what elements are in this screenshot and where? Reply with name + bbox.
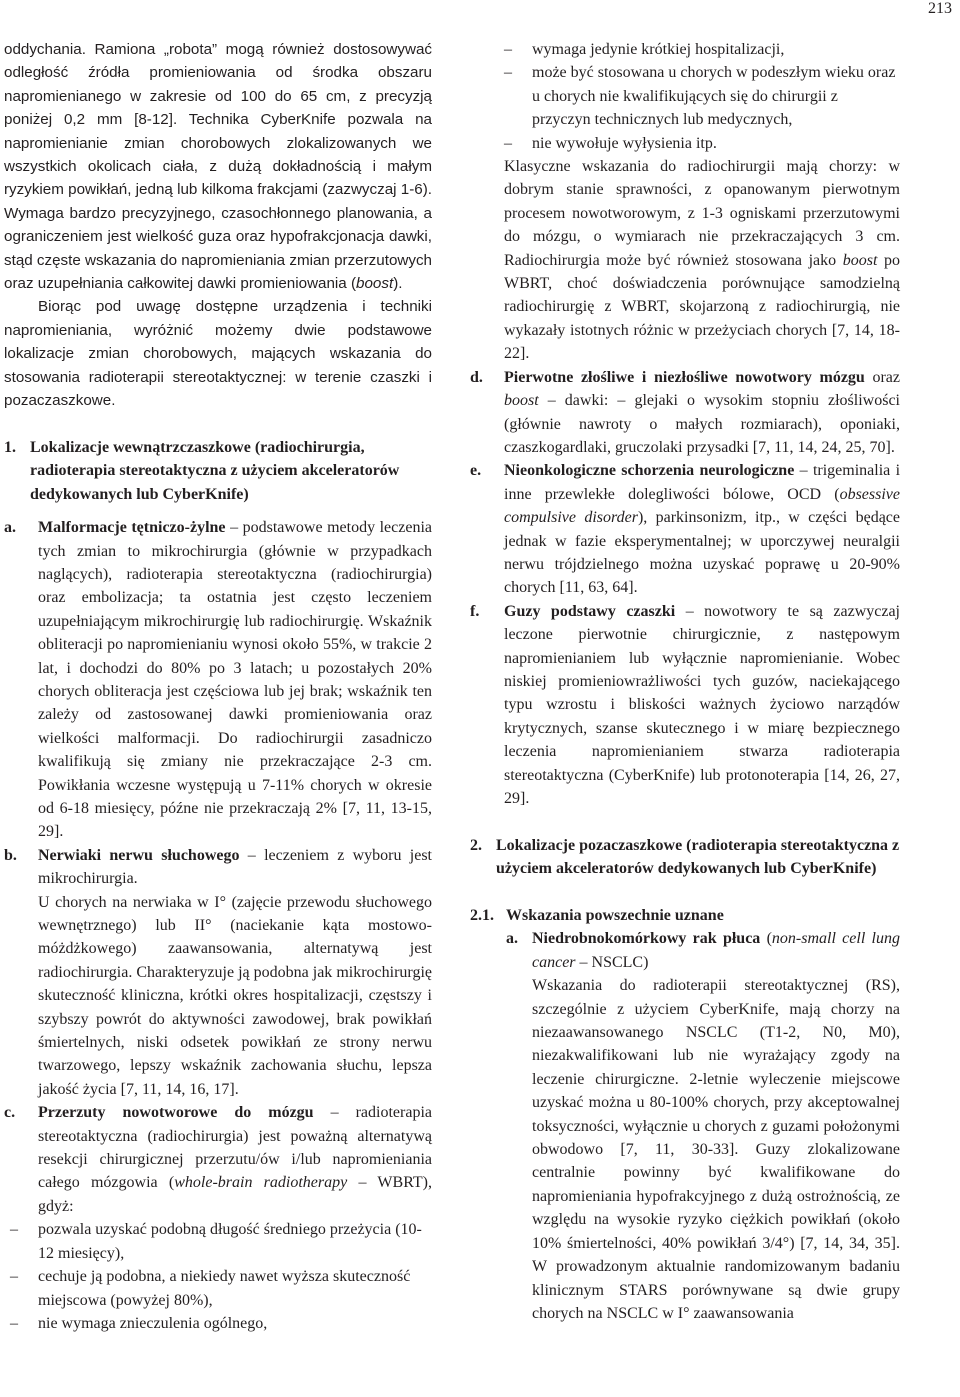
dash-item — [504, 61, 900, 131]
item-title: Nerwiaki nerwu słuchowego — [38, 846, 240, 864]
section-title: Lokalizacje wewnątrzczaszkowe (radiochirurgia, radioterapia stereotaktyczna z użyciem akceleratorów dedykowanych lub CyberKnife) — [30, 438, 400, 503]
paragraph-text-end: po WBRT, choć doświadczenia porównujące samodzielną radiochirurgię z WBRT, skojarzoną z radiochirurgią, nie wykazały istotnych różnic w przeżyciach chorych [7, 14, 18-22]. — [504, 251, 900, 363]
item-text: oraz — [864, 368, 901, 386]
dash-item — [10, 1265, 432, 1312]
dash-marker: – — [504, 134, 512, 152]
boost-term: boost — [356, 275, 394, 293]
dash-text: nie wymaga znieczulenia ogólnego, — [38, 1314, 268, 1332]
list-item-a — [4, 516, 432, 844]
item-text: – radioterapia stereotaktyczna (radiochirurgia) jest poważną alternatywą resekcji chirurgicznej przerzutu/ów i/lub napromieniania całego mózgowia ( — [38, 1104, 432, 1192]
list-item-b — [4, 844, 432, 1101]
item-marker: a. — [506, 930, 518, 948]
dash-text: może być stosowana u chorych w podeszłym wieku oraz u chorych nie kwalifikujących się do chirurgii z przyczyn technicznych lub medycznych, — [532, 64, 896, 129]
item-italic: non-small cell lung cancer — [532, 930, 901, 971]
right-column — [470, 38, 900, 1325]
left-column — [4, 38, 432, 1335]
item-text: – nowotwory te są zazwyczaj leczone pierwotnie chirurgicznie, z następowym napromienianiem lub wyłącznie napromienianie. Wobec niskiej promieniowrażliwości tych guzów, naciekającego typu wzrostu i bliskości ważnych życiowo narządów krytycznych, szanse skutecznego i w miarę bezpiecznego leczenia napromienianiem stwarza radioterapia stereotaktyczna (CyberKnife) lub protonoterapia [14, 26, 27, 29]. — [504, 602, 900, 807]
item-marker: e. — [470, 462, 482, 480]
dash-marker: – — [504, 41, 512, 58]
item-marker: b. — [4, 846, 17, 864]
item-text: – trigeminalia i inne przewlekłe dolegliwości bólowe, OCD ( — [504, 462, 901, 503]
item-title: Pierwotne złośliwe i niezłośliwe nowotwory mózgu — [504, 368, 865, 386]
item-marker: c. — [4, 1104, 16, 1122]
paragraph-1b-text: Wymaga bardzo precyzyjnego, czasochłonnego planowania, a ograniczeniem jest wielkość guza oraz hypofrakcjonacja dawki, stąd częste wskazania do napromieniania zmian przerzutowych oraz uzupełniania całkowitej dawki promieniowania ( — [4, 204, 432, 293]
item-text: – leczeniem z wyboru jest mikrochirurgia. — [38, 846, 433, 888]
item-text: – podstawowe metody leczenia tych zmian to mikrochirurgia (głównie w przypadkach naglących), radioterapia stereotaktyczna (radiochirurgia) oraz embolizacja; ta ostatnia jest często leczeniem uzupełniającym mikrochirurgię lub radiochirurgię. Wskaźnik obliteracji po napromienianiu wynosi około 55%, w trakcie 2 lat, i dochodzi do 80% po 3 latach; u pozostałych 20% chorych obliteracja jest częściowa lub jej brak; wskaźnik ten zależy od zastosowanej dawki promieniowania oraz wielkości malformacji. Do radiochirurgii zasadniczo kwalifikują się zmiany nie przekraczające 2-3 cm. Powikłania wczesne występują u 7-11% chorych w okresie od 6-18 miesięcy, późne nie przekraczają 2% [7, 11, 13-15, 29]. — [38, 519, 433, 841]
section-number: 2. — [470, 836, 482, 854]
item-italic: boost — [504, 392, 539, 410]
section-heading-1 — [4, 436, 432, 506]
item-paren-end: – NSCLC) — [575, 953, 649, 971]
dash-marker: – — [10, 1268, 18, 1286]
dash-item — [504, 38, 900, 61]
item-title: Niedrobnokomórkowy rak płuca — [532, 930, 761, 948]
section-number: 1. — [4, 438, 16, 456]
dash-text: nie wywołuje wyłysienia itp. — [532, 134, 717, 152]
item-title: Przerzuty nowotworowe do mózgu — [38, 1104, 314, 1122]
item-marker: a. — [4, 519, 16, 537]
boost-term: boost — [842, 251, 878, 269]
paragraph-1b-end: ). — [393, 275, 403, 293]
subsection-title: Wskazania powszechnie uznane — [506, 907, 724, 924]
dash-marker: – — [10, 1314, 18, 1332]
list-item-d — [470, 366, 900, 460]
list-item-a2 — [470, 927, 900, 1325]
item-text-end: ), parkinsonizm, itp., w części będące jednak w fazie eksperymentalnej; w uporczywej neuralgii nerwu trójdzielnego można uzyskać poprawę u 20-90% chorych [11, 63, 64]. — [504, 509, 900, 597]
paragraph-1-text: oddychania. Ramiona „robota” mogą również dostosowywać odległość źródła promieniowania od środka obszaru napromienianego w zakresie od 100 do 65 cm, z precyzją poniżej 0,2 mm [8-12]. Technika CyberKnife pozwala na napromienianie zmian chorobowych zlokalizowanych we wszystkich okolicach ciała, z dużą dokładnością i małym ryzykiem powikłań, jedną lub kilkoma frakcjami (zazwyczaj 1-6). — [4, 41, 432, 199]
item-text-2: U chorych na nerwiaka w I° (zajęcie przewodu słuchowego wewnętrznego) lub II° (naciekanie kąta mostowo-móżdżkowego) zaawansowania, alternatywą jest radiochirurgia. Charakteryzuje ją podobna jak mikrochirurgię skuteczność kliniczna, krótki okres hospitalizacji, częstszy i szybszy powrót do aktywności zawodowej, brak powikłań śmiertelnych, niski odsetek powikłań ze strony nerwu twarzowego, lepszy wskaźnik zachowania słuchu, lepsza jakość życia [7, 11, 14, 16, 17]. — [38, 893, 432, 1098]
dash-item — [10, 1312, 432, 1335]
dash-marker: – — [504, 64, 512, 82]
item-text-end: – WBRT), gdyż: — [38, 1174, 433, 1215]
item-title: Malformacje tętniczo-żylne — [38, 519, 226, 537]
item-paren: ( — [760, 930, 772, 948]
item-title: Nieonkologiczne schorzenia neurologiczne — [504, 462, 795, 480]
item-text-end: – dawki: – glejaki o wysokim stopniu złośliwości (głównie nawroty o małych rozmiarach), oponiaki, czaszkogardlaki, gruczolaki przysadki [7, 11, 14, 24, 25, 70]. — [504, 392, 900, 456]
paragraph-text: Klasyczne wskazania do radiochirurgii mają chorzy: w dobrym stanie sprawności, z opanowanym pierwotnym procesem nowotworowym, z 1-3 ogniskami przerzutowymi do mózgu, o wymiarach nie przekraczających 3 cm. Radiochirurgia może być również stosowana jako — [504, 158, 900, 269]
dash-text: pozwala uzyskać podobną długość średniego przeżycia (10-12 miesięcy), — [38, 1221, 422, 1262]
list-item-f — [470, 600, 900, 811]
section-heading-2 — [470, 834, 900, 881]
dash-text: cechuje ją podobna, a niekiedy nawet wyższa skuteczność miejscowa (powyżej 80%), — [38, 1268, 411, 1309]
paragraph-c-continued — [504, 155, 900, 366]
list-item-c — [4, 1101, 432, 1218]
subsection-heading — [470, 904, 900, 927]
dash-text: wymaga jedynie krótkiej hospitalizacji, — [532, 41, 785, 58]
dash-item — [10, 1218, 432, 1265]
page-number: 213 — [928, 0, 952, 17]
item-marker: f. — [470, 602, 480, 620]
paragraph-1 — [4, 38, 432, 295]
item-italic: whole-brain radiotherapy — [174, 1174, 348, 1192]
dash-item — [504, 132, 900, 155]
paragraph-2: Biorąc pod uwagę dostępne urządzenia i techniki napromieniania, wyróżnić możemy dwie podstawowe lokalizacje zmian chorobowych, mających wskazania do stosowania radioterapii stereotaktycznej: w terenie czaszki i pozaczaszkowe. — [4, 298, 432, 410]
item-text: Wskazania do radioterapii stereotaktycznej (RS), szczególnie z użyciem CyberKnife, mają chorzy na niezaawansowanego NSCLC (T1-2, N0, M0), niezakwalifikowani lub nie wyrażający zgody na leczenie chirurgiczne. 2-letnie wyleczenie miejscowe uzyskać można u 80-100% chorych, przy akceptowalnej toksyczności, wyłącznie u chorych z guzami położonymi obwodowo [7, 11, 30-33]. Guzy zlokalizowane centralnie powinny być kwalifikowane do napromieniania hypofrakcyjnego z dużą ostrożnością, ze względu na wysokie ryzyko ciężkich powikłań (około 10% śmiertelności, 40% powikłań 3/4°) [7, 14, 34, 35]. W prowadzonym aktualnie randomizowanym badaniu klinicznym STARS porównywane są dwie grupy chorych na NSCLC w I° zaawansowania — [532, 977, 900, 1322]
item-italic: obsessive compulsive disorder — [504, 485, 900, 527]
section-title: Lokalizacje pozaczaszkowe (radioterapia stereotaktyczna z użyciem akceleratorów dedykowanych lub CyberKnife) — [496, 836, 900, 878]
item-marker: d. — [470, 368, 483, 386]
list-item-e — [470, 459, 900, 599]
dash-marker: – — [10, 1221, 18, 1239]
item-title: Guzy podstawy czaszki — [504, 602, 676, 620]
subsection-number: 2.1. — [470, 907, 494, 924]
